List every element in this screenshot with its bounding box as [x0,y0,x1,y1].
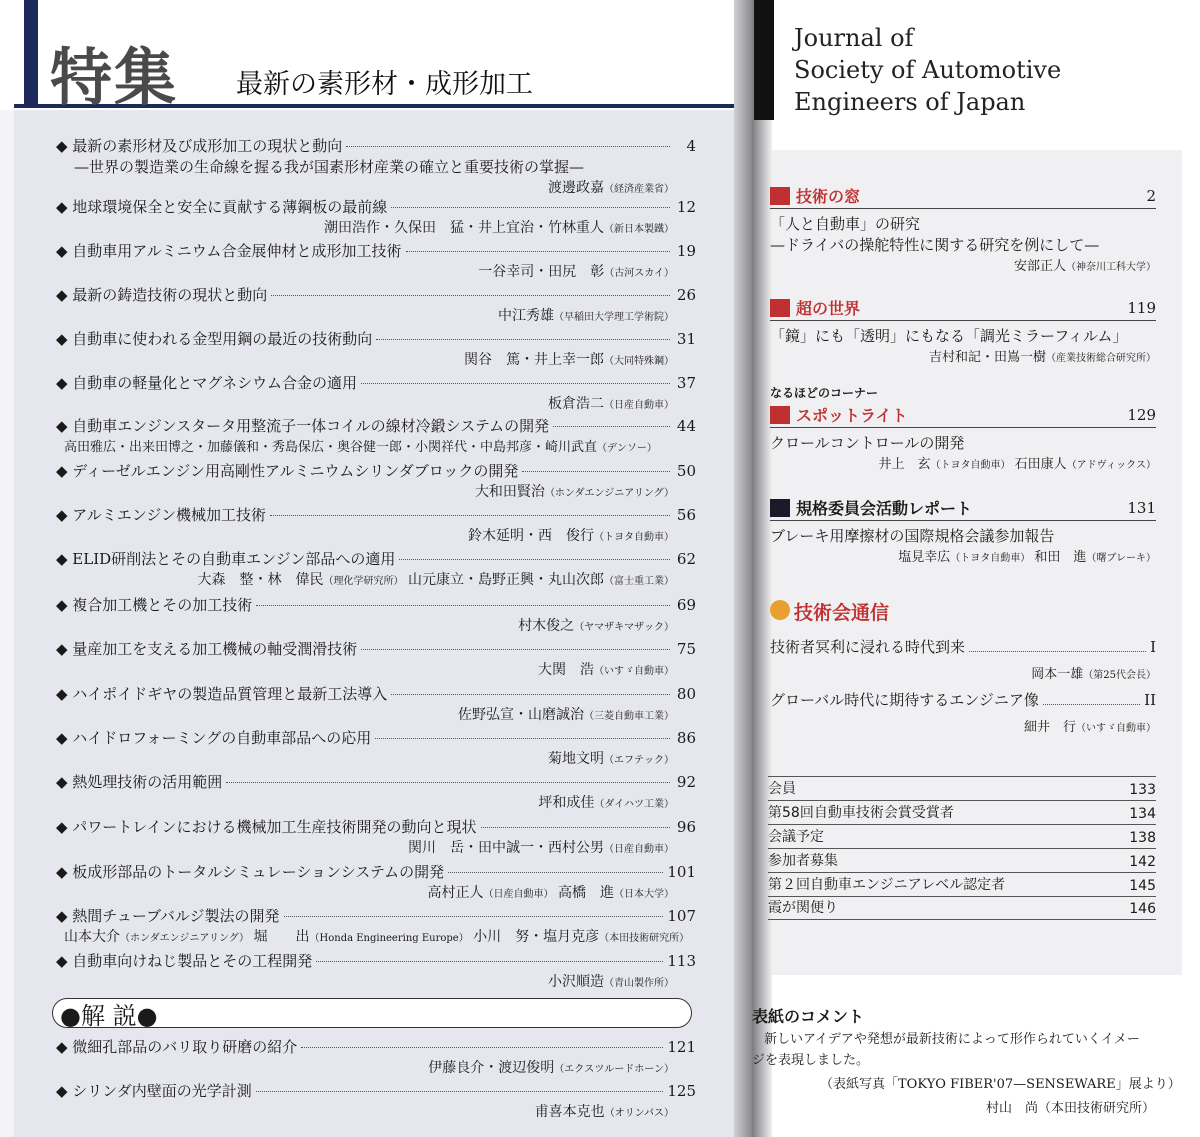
toc-item-authors: 菊地文明 [548,751,604,767]
toc-item[interactable] [56,771,696,812]
article-affiliation: （トヨタ自動車） [950,553,1031,564]
misc-list-page: 145 [1129,878,1156,894]
tsushin-item-authors: 岡本一雄 [1031,667,1084,682]
toc-item-page: 19 [676,242,696,260]
article-affiliation: （トヨタ自動車） [930,460,1011,471]
toc-item[interactable] [56,372,696,413]
toc-item-title: ◆ ハイドロフォーミングの自動車部品への応用 [56,729,372,747]
section-square-icon [770,499,790,517]
toc-item-authors-2: 山元康立・島野正興・丸山次郎 [408,572,604,588]
journal-title-line1: Journal of [794,24,914,52]
tsushin-item[interactable] [770,689,1156,735]
toc-item-authors: 潮田浩作・久保田 猛・井上宜治・竹林重人 [324,220,604,236]
misc-list-row[interactable] [768,800,1156,824]
misc-list-row[interactable] [768,776,1156,800]
toc-item-title: ◆ シリンダ内壁面の光学計測 [56,1082,252,1100]
toc-item-authors: 大和田賢治 [474,484,545,500]
toc-item-affiliation: （エフテック） [604,755,674,766]
article-affiliation: （産業技術総合研究所） [1046,353,1156,364]
leader-dots [226,782,670,783]
misc-list-label: 霞が関便り [768,900,838,916]
toc-item-authors-line [56,615,696,635]
toc-item-authors: 村木俊之 [518,618,575,634]
toc-item-title: ◆ ELID研削法とその自動車エンジン部品への適用 [56,550,396,568]
leader-dots [301,1047,663,1048]
toc-item-authors: 佐野弘宣・山磨誠治 [458,707,584,723]
toc-item-authors-2: 高橋 進 [558,885,614,901]
toc-item-subtitle: —世界の製造業の生命線を握る我が国素形材産業の確立と重要技術の掌握— [74,158,585,176]
tsushin-item-page: I [1150,638,1156,656]
toc-item-page: 101 [667,863,696,881]
misc-list-page: 138 [1129,830,1156,846]
toc-item-authors-line [56,971,696,991]
article-authors: 安部正人 [1013,259,1066,274]
leader-dots [375,738,670,739]
toc-item-affiliation-3: （本田技術研究所） [599,933,690,944]
leader-dots [284,916,664,917]
toc-item-title: ◆ 複合加工機とその加工技術 [56,596,253,614]
leader-dots [481,827,670,828]
toc-item-page: 4 [686,137,696,155]
section-square-icon [770,406,790,424]
corner-label: なるほどのコーナー [770,386,879,400]
misc-list [768,776,1156,920]
toc-item-authors-line [56,837,696,857]
leader-dots [448,872,663,873]
toc-item-page: 12 [676,198,696,216]
misc-list-row[interactable] [768,824,1156,848]
leader-dots [522,471,670,472]
article-subtitle: —ドライバの操舵特性に関する研究を例にして— [770,236,1100,254]
toc-item-authors: 小沢順造 [548,974,604,990]
toc-item-authors-line [56,525,696,545]
toc-item-page: 31 [676,330,696,348]
spine-shadow-left [734,0,752,1137]
leader-dots [376,339,670,340]
spine-shadow-right [752,0,772,1137]
toc-item-page: 107 [667,907,696,925]
toc-item-affiliation: （オリンパス） [604,1108,674,1119]
toc-item-authors: 関川 岳・田中誠一・西村公男 [408,840,604,856]
toc-item-authors-line [56,436,696,455]
article-title: ブレーキ用摩擦材の国際規格会議参加報告 [770,527,1055,545]
toc-item-affiliation: （青山製作所） [604,978,674,989]
toc-item-authors: 一谷幸司・田尻 彰 [478,264,605,280]
article-authors: 塩見幸広 [898,550,951,565]
toc-item-authors: 中江秀雄 [498,308,554,324]
feature-subtitle: 最新の素形材・成形加工 [236,69,533,100]
misc-list-label: 参加者募集 [768,853,838,869]
article-authors-2: 石田康人 [1014,457,1067,472]
toc-item-title: ◆ 地球環境保全と安全に貢献する薄鋼板の最前線 [56,198,388,216]
watermark [900,985,1190,1015]
section-square-icon [770,299,790,317]
toc-item-page: 37 [676,374,696,392]
toc-item-affiliation: （ホンダエンジニアリング） [544,488,674,499]
section-page: 119 [1127,298,1156,317]
toc-item-page: 56 [676,506,696,524]
toc-item-title: ◆ パワートレインにおける機械加工生産技術開発の動向と現状 [56,818,477,836]
leader-dots [361,383,670,384]
article-authors: 井上 玄 [878,457,931,472]
toc-item-authors-line [56,305,696,325]
leader-dots [399,559,670,560]
section-gijutsu-no-mado [770,184,1156,274]
toc-item-page: 44 [676,417,696,435]
section-page: 129 [1127,405,1156,424]
section-page: 131 [1127,498,1156,517]
toc-item-page: 50 [676,462,696,480]
misc-list-page: 134 [1129,806,1156,822]
toc-item-authors-line [56,792,696,812]
toc-item-title: ◆ 熱間チューブバルジ製法の開発 [56,907,280,925]
tsushin-title: 技術会通信 [794,602,890,624]
toc-item-title: ◆ 最新の素形材及び成形加工の現状と動向 [56,137,343,155]
toc-item-title: ◆ 熱処理技術の活用範囲 [56,773,223,791]
toc-item-title: ◆ 自動車エンジンスタータ用整流子一体コイルの線材冷鍛システムの開発 [56,417,550,435]
toc-item-affiliation: （エクスツルードホーン） [554,1064,674,1075]
toc-item-title: ◆ 量産加工を支える加工機械の軸受潤滑技術 [56,640,358,658]
toc-item-affiliation: （トヨタ自動車） [594,532,674,543]
toc-item-title: ◆ ハイポイドギヤの製造品質管理と最新工法導入 [56,685,388,703]
toc-item-page: 62 [676,550,696,568]
toc-item-title: ◆ 自動車に使われる金型用鋼の最近の技術動向 [56,330,373,348]
toc-item-authors: 大関 浩 [538,662,594,678]
toc-item-affiliation: （新日本製鐵） [604,224,674,235]
misc-list-label: 第２回自動車エンジニアレベル認定者 [768,877,1006,893]
leader-dots [391,207,670,208]
toc-item-authors: 高村正人 [427,885,484,901]
misc-list-label: 第58回自動車技術会賞受賞者 [768,805,954,821]
toc-item-title: ◆ 微細孔部品のバリ取り研磨の紹介 [56,1038,298,1056]
section-spotlight [770,403,1156,472]
section-label: スポットライト [796,406,908,425]
article-title: 「鏡」にも「透明」にもなる「調光ミラーフィルム」 [770,327,1128,345]
toc-item[interactable] [56,504,696,545]
article-affiliation-2: （アドヴィックス） [1066,460,1156,471]
toc-item-title: ◆ 自動車用アルミニウム合金展伸材と成形加工技術 [56,242,402,260]
leader-dots [316,961,663,962]
toc-item-authors-2: 堀 出 [253,929,310,945]
toc-item-page: 69 [676,596,696,614]
leader-dots [256,1091,664,1092]
article-title: クロールコントロールの開発 [770,434,965,452]
toc-item[interactable] [56,638,696,679]
toc-item-authors-line [56,393,696,413]
tsushin-item-authors-line [770,663,1156,682]
toc-item[interactable] [56,1036,696,1077]
toc-item-affiliation: （ホンダエンジニアリング） [120,933,250,944]
section-square-icon [770,187,790,205]
toc-item-authors-line [56,349,696,369]
toc-item-authors-line [56,926,696,946]
toc-item-authors-line [56,1057,696,1077]
toc-item[interactable] [56,240,696,281]
section-label: 規格委員会活動レポート [796,499,973,518]
section-chou-no-sekai [770,296,1156,365]
toc-item[interactable] [56,548,696,589]
tsushin-item-title: グローバル時代に期待するエンジニア像 [770,691,1039,709]
toc-item-affiliation: （ヤマザキマザック） [574,622,674,633]
toc-item-authors: 関谷 篤・井上幸一郎 [464,352,604,368]
journal-accent-bar [754,0,774,120]
leader-dots [270,515,670,516]
toc-item-authors-line [56,569,696,589]
article-authors: 吉村和記・田嶌一樹 [928,350,1046,365]
tsushin-dot-icon [770,600,790,620]
tsushin-item-title: 技術者冥利に浸れる時代到来 [770,638,966,656]
leader-dots [553,426,670,427]
toc-item-authors-line [56,748,696,768]
section-page: 2 [1146,186,1156,205]
toc-item-page: 125 [667,1082,696,1100]
toc-item-affiliation: （いすゞ自動車） [594,666,674,677]
toc-item[interactable] [56,683,696,724]
toc-item[interactable] [56,415,696,455]
article-affiliation-2: （曙ブレーキ） [1086,553,1156,564]
toc-item-page: 86 [676,729,696,747]
toc-item[interactable] [56,905,696,946]
journal-title-line2: Society of Automotive [794,56,1062,84]
toc-item-affiliation: （日産自動車） [604,844,674,855]
leader-dots [1043,704,1140,705]
toc-item-page: 96 [676,818,696,836]
misc-list-label: 会議予定 [768,829,824,845]
kaisetsu-title: ●解 説● [60,1002,158,1030]
toc-item-authors-line [56,882,696,902]
toc-item-affiliation: （日産自動車） [483,889,554,900]
article-title: 「人と自動車」の研究 [770,215,921,233]
toc-item-authors-line [56,261,696,281]
tsushin-item-affiliation: （第25代会長） [1083,670,1156,681]
toc-item-affiliation: （理化学研究所） [323,576,404,587]
misc-list-page: 146 [1129,901,1156,917]
misc-list-row[interactable] [768,848,1156,872]
article-authors-2: 和田 進 [1034,550,1087,565]
toc-item[interactable] [56,284,696,325]
toc-item[interactable] [56,727,696,768]
misc-list-row[interactable] [768,896,1156,920]
section-label: 技術の窓 [796,187,861,206]
toc-item[interactable] [56,861,696,902]
tsushin-item-authors: 細井 行 [1023,720,1076,735]
toc-item-affiliation: （古河スカイ） [604,268,674,279]
leader-dots [346,146,670,147]
section-kikaku-report [770,496,1156,565]
toc-item-affiliation: （大同特殊鋼） [604,356,674,367]
misc-list-page: 133 [1129,782,1156,798]
toc-item-authors-line [56,177,696,197]
toc-item-authors: 坪和成佳 [538,795,595,811]
toc-item[interactable] [56,594,696,635]
toc-item-page: 80 [676,685,696,703]
leader-dots [969,651,1146,652]
leader-dots [391,694,670,695]
toc-item-authors-3: 小川 努・塩月克彦 [473,929,600,945]
leader-dots [256,605,670,606]
cover-comment-line3: （表紙写真「TOKYO FIBER'07—SENSEWARE」展より） [820,1077,1181,1092]
cover-comment-title: 表紙のコメント [752,1007,865,1026]
feature-title: 特集 [50,41,179,114]
toc-item-authors-line [56,217,696,237]
toc-item[interactable] [56,460,696,501]
toc-item-authors: 高田雅広・出来田博之・加藤儀和・秀島保広・奥谷健一郎・小関祥代・中島邦彦・崎川武直 [64,440,598,455]
section-label: 超の世界 [796,299,861,318]
cover-comment-credit: 村山 尚（本田技術研究所） [986,1101,1156,1116]
misc-list-page: 142 [1129,854,1156,870]
toc-item[interactable] [56,1080,696,1121]
toc-item-title: ◆ ディーゼルエンジン用高剛性アルミニウムシリンダブロックの開発 [56,462,519,480]
misc-list-label: 会員 [768,781,796,797]
leader-dots [406,251,670,252]
toc-item-title: ◆ 自動車向けねじ製品とその工程開発 [56,952,313,970]
toc-item-authors: 板倉浩二 [548,396,604,412]
tsushin-item-affiliation: （いすゞ自動車） [1076,723,1156,734]
toc-item-authors: 大森 整・林 偉民 [197,572,324,588]
toc-item[interactable] [56,328,696,369]
tsushin-item-authors-line [770,716,1156,735]
toc-item-authors: 山本大介 [64,929,120,945]
leader-dots [361,649,670,650]
tsushin-item[interactable] [770,636,1156,682]
cover-comment-line2: ジを表現しました。 [752,1053,870,1068]
tsushin-item-page: II [1144,691,1156,709]
journal-title-line3: Engineers of Japan [794,88,1026,116]
toc-item-authors: 鈴木延明・西 俊行 [468,528,594,544]
toc-item[interactable] [56,135,696,197]
toc-item[interactable] [56,816,696,857]
toc-item-authors-line [56,481,696,501]
toc-item-affiliation-2: （Honda Engineering Europe） [309,933,469,944]
toc-item-affiliation: （ダイハツ工業） [594,799,674,810]
toc-item-authors-line [56,659,696,679]
cover-comment-line1: 新しいアイデアや発想が最新技術によって形作られていくイメー [764,1032,1140,1047]
toc-item-page: 92 [676,773,696,791]
toc-item-affiliation: （日産自動車） [604,400,674,411]
toc-item-title: ◆ 最新の鋳造技術の現状と動向 [56,286,268,304]
toc-item-affiliation: （デンソー） [597,443,657,454]
toc-item-authors: 伊藤良介・渡辺俊明 [428,1060,555,1076]
toc-item-affiliation: （三菱自動車工業） [584,711,674,722]
toc-item-authors: 渡邊政嘉 [548,180,604,196]
article-affiliation: （神奈川工科大学） [1066,262,1156,273]
toc-item[interactable] [56,950,696,991]
toc-item-page: 75 [676,640,696,658]
toc-item-title: ◆ 板成形部品のトータルシミュレーションシステムの開発 [56,863,445,881]
toc-item-page: 26 [676,286,696,304]
toc-item[interactable] [56,196,696,237]
toc-item-page: 113 [667,952,696,970]
toc-item-title: ◆ 自動車の軽量化とマグネシウム合金の適用 [56,374,358,392]
toc-item-affiliation-2: （日本大学） [614,889,674,900]
toc-item-authors-line [56,704,696,724]
toc-item-affiliation: （経済産業省） [604,184,674,195]
leader-dots [271,295,670,296]
toc-item-title: ◆ アルミエンジン機械加工技術 [56,506,266,524]
toc-item-affiliation: （早稲田大学理工学術院） [554,312,674,323]
toc-item-affiliation-2: （富士重工業） [604,576,674,587]
toc-item-page: 121 [667,1038,696,1056]
toc-item-authors-line [56,1101,696,1121]
toc-item-authors: 甫喜本克也 [534,1104,605,1120]
header-accent-bar [24,0,38,104]
misc-list-row[interactable] [768,872,1156,896]
